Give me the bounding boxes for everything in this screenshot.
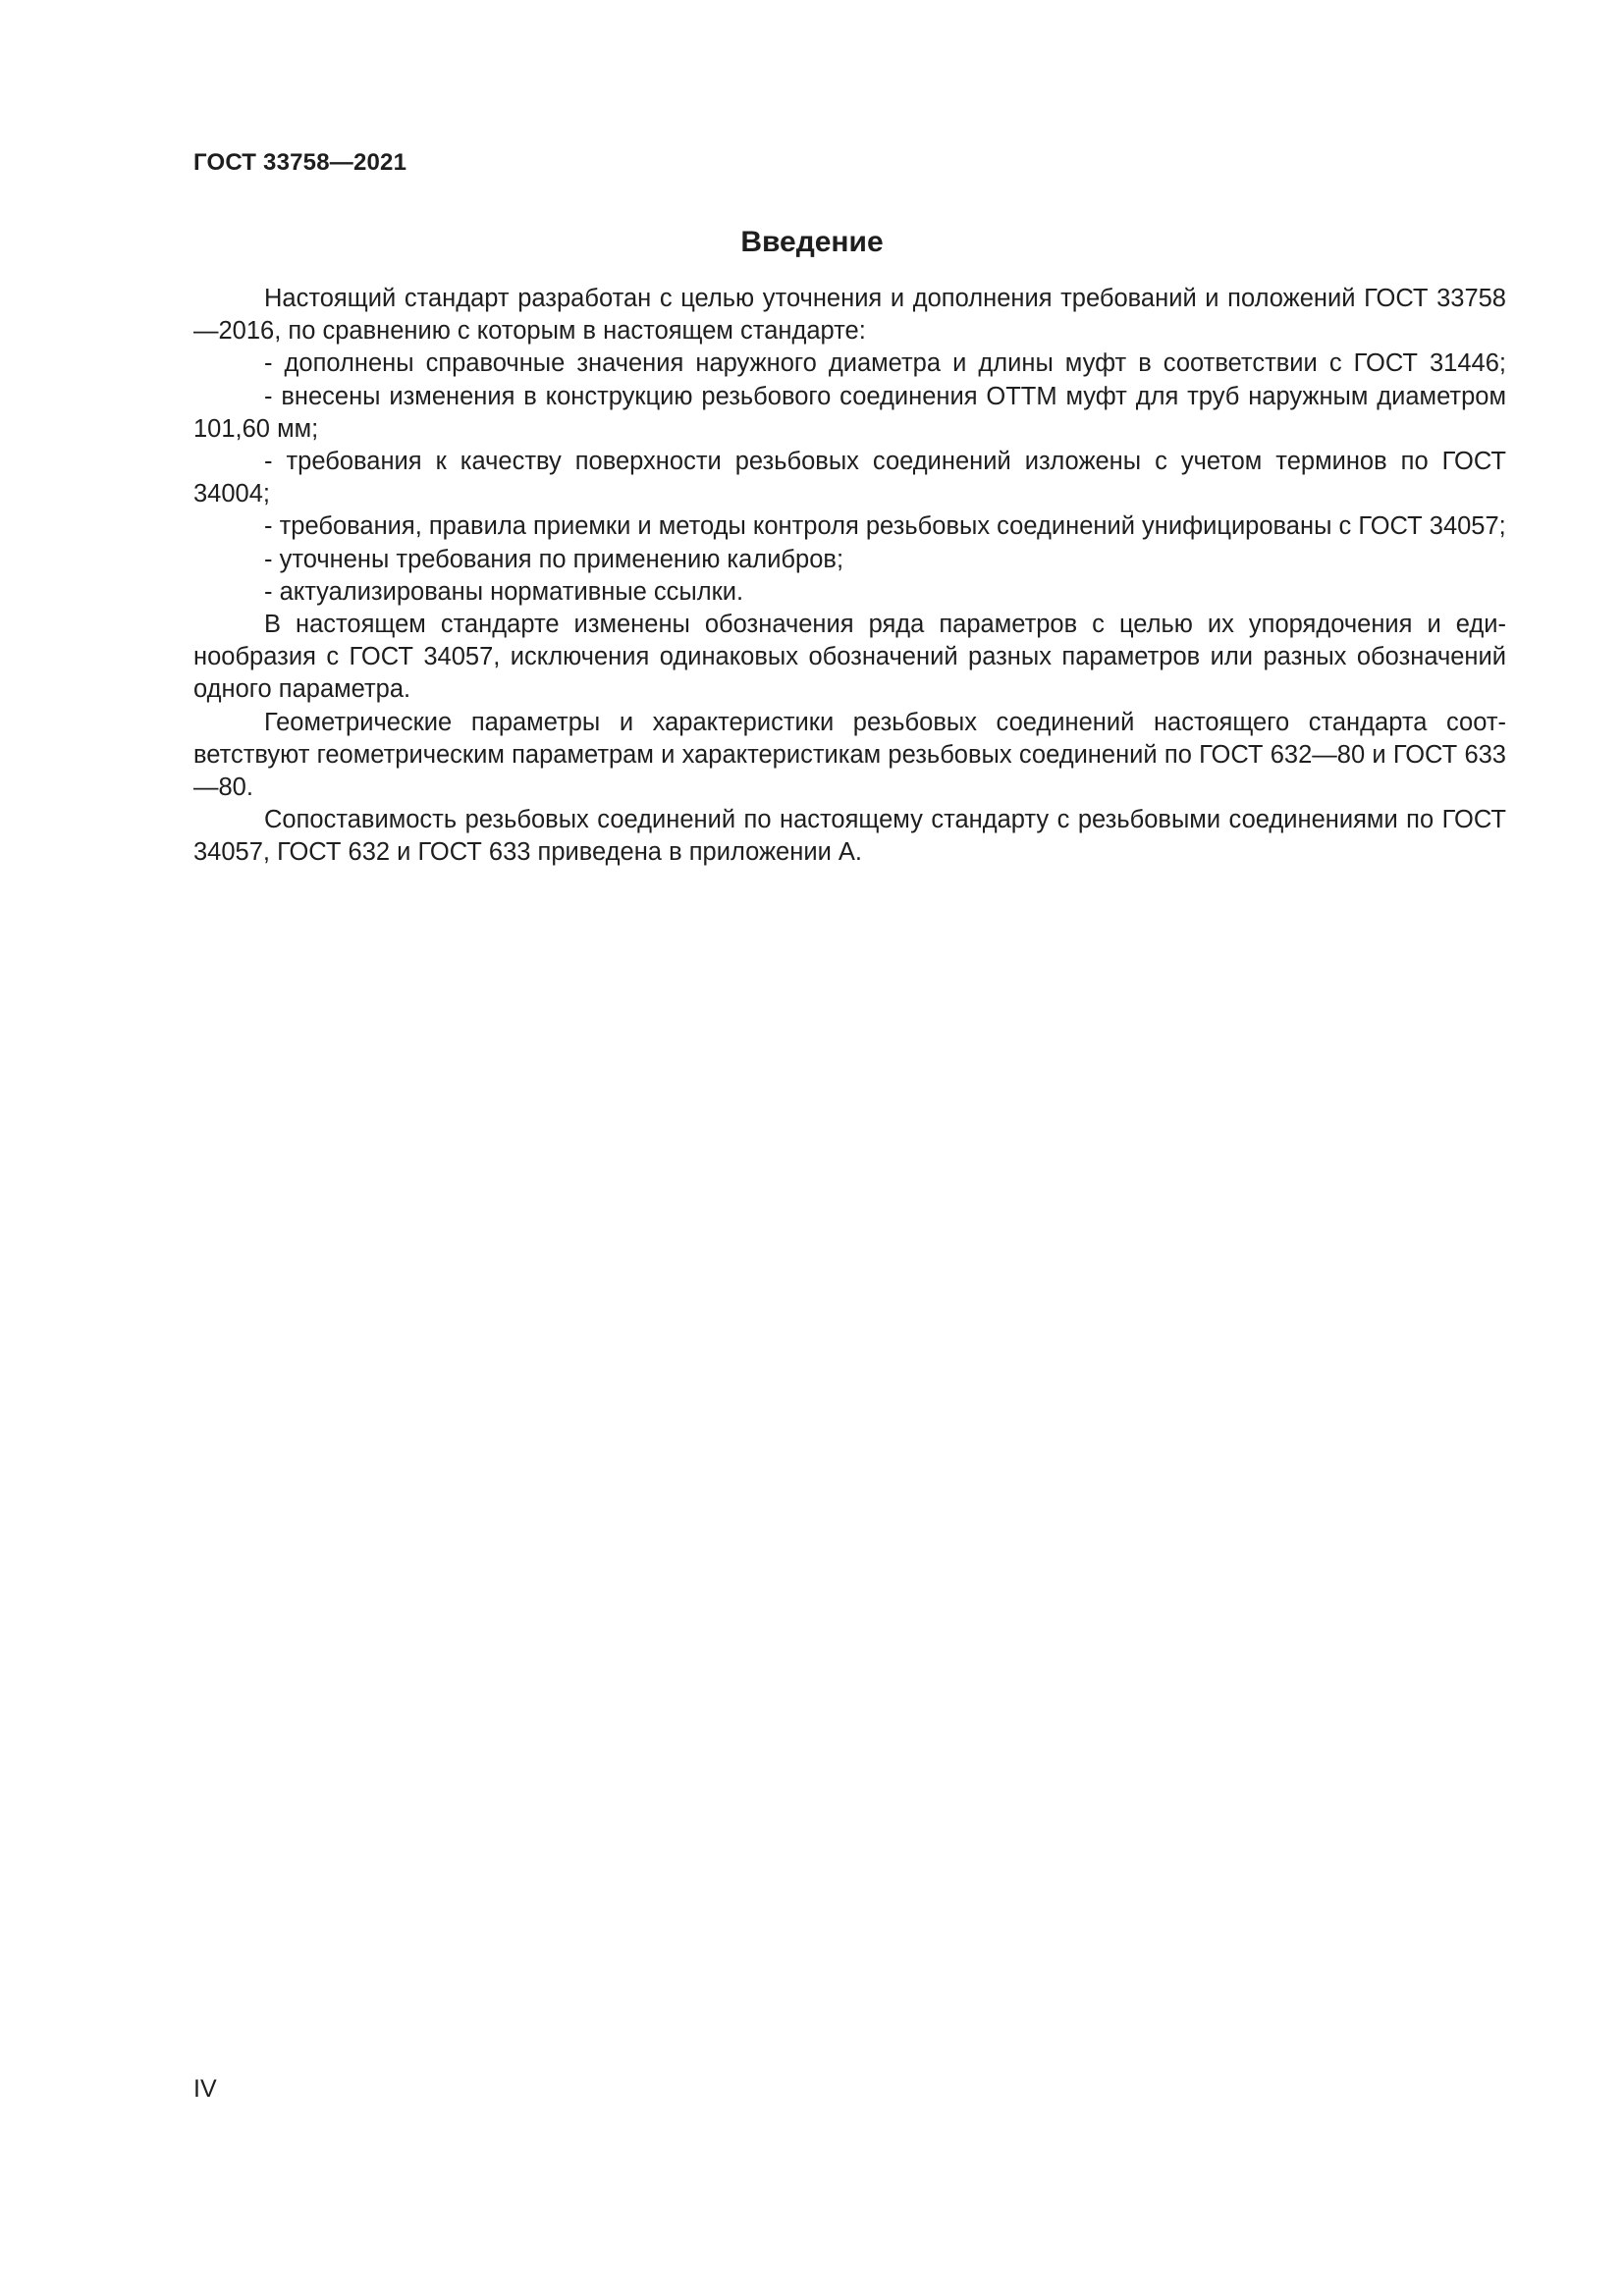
- document-code-header: ГОСТ 33758—2021: [193, 149, 407, 176]
- section-title: Введение: [740, 226, 884, 258]
- paragraph-designations: В настоящем стандарте изменены обозначения ряда параметров с целью их упорядочения и единообразия с ГОСТ 34057, исключения одинаковых обозначений разных параметров или разных обозначений одного параметра.: [193, 611, 1506, 704]
- list-item: - внесены изменения в конструкцию резьбового соединения ОТТМ муфт для труб наружным диаметром 101,60 мм;: [193, 382, 1506, 443]
- list-item: - требования, правила приемки и методы контроля резьбовых соединений унифицированы с ГОСТ 34057;: [264, 512, 1506, 541]
- paragraph-intro: Настоящий стандарт разработан с целью уточнения и дополнения требований и положений ГОСТ 33758—2016, по сравнению с которым в настоящем стандарте:: [193, 285, 1506, 346]
- list-item: - уточнены требования по применению калибров;: [264, 545, 844, 573]
- paragraph-comparability: Сопоставимость резьбовых соединений по настоящему стандарту с резьбовыми соединениями по ГОСТ 34057, ГОСТ 632 и ГОСТ 633 приведена в приложении А.: [193, 806, 1506, 867]
- paragraph-geometry: Геометрические параметры и характеристики резьбовых соединений настоящего стандарта соответствуют геометрическим параметрам и характеристикам резьбовых соединений по ГОСТ 632—80 и ГОСТ 633—80.: [193, 708, 1506, 802]
- body-text: [193, 283, 1506, 870]
- page-number: IV: [193, 2075, 217, 2103]
- list-item: - актуализированы нормативные ссылки.: [264, 577, 744, 606]
- list-item: - требования к качеству поверхности резьбовых соединений изложены с учетом терминов по ГОСТ 34004;: [193, 448, 1506, 508]
- list-item: - дополнены справочные значения наружного диаметра и длины муфт в соответствии с ГОСТ 31446;: [264, 349, 1506, 378]
